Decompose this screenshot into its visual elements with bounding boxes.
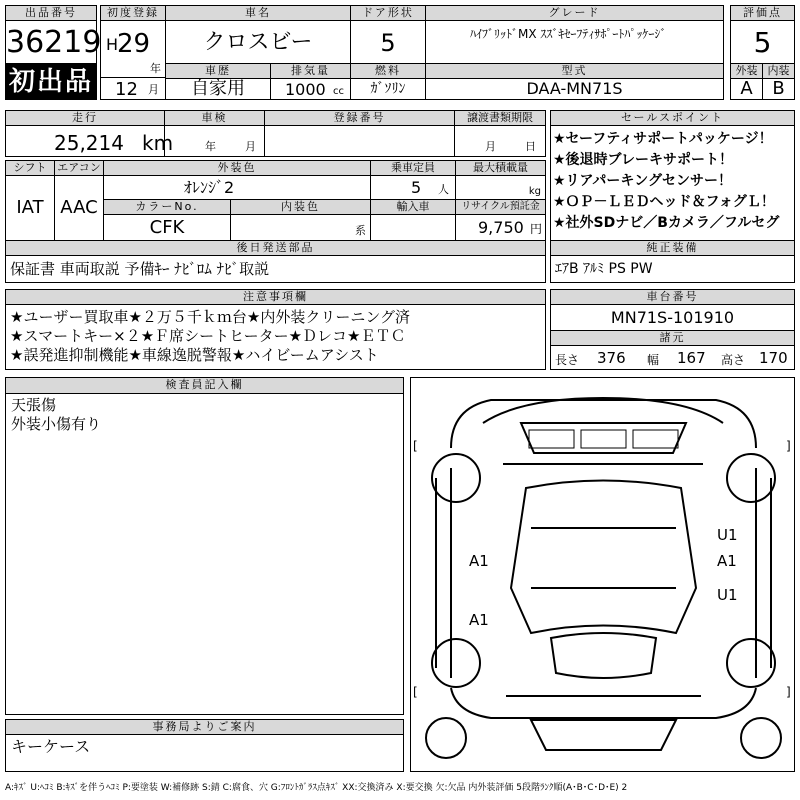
import-label: 輸入車 xyxy=(370,199,456,215)
deadline xyxy=(454,125,546,157)
car-name xyxy=(165,20,351,64)
chassis-number: MN71S-101910 xyxy=(550,304,795,331)
car-outline xyxy=(411,378,796,773)
notes-label: 注意事項欄 xyxy=(5,289,546,305)
color xyxy=(103,175,371,200)
equipment-label: 純正装備 xyxy=(550,240,795,256)
recycle xyxy=(455,214,546,241)
dimensions xyxy=(550,345,795,370)
width-value: 167 xyxy=(677,349,706,367)
ext-label: 外装 xyxy=(730,63,763,79)
sales-point: ★社外SDナビ／Bカメラ／フルセグ xyxy=(553,215,780,231)
month-unit: 月 xyxy=(148,83,159,96)
mileage xyxy=(5,125,174,157)
color-value: ｵﾚﾝｼﾞ2 xyxy=(184,178,235,197)
door xyxy=(350,20,426,64)
history-label: 車歴 xyxy=(165,63,271,79)
lot-no-value: 36219 xyxy=(6,25,102,60)
height-label: 高さ xyxy=(721,353,746,367)
plate xyxy=(264,125,455,157)
inspection xyxy=(164,125,265,157)
year-unit: 年 xyxy=(150,62,161,75)
length-label: 長さ xyxy=(555,353,580,367)
svg-text:]: ] xyxy=(786,439,791,453)
capacity-value: 5 xyxy=(411,178,422,197)
car-name-value: クロスビー xyxy=(203,30,313,55)
capacity-label: 乗車定員 xyxy=(370,160,456,176)
plate-label: 登録番号 xyxy=(264,110,455,126)
era-letter: H xyxy=(106,35,119,54)
sales-point: ★セーフティサポートパッケージ！ xyxy=(553,131,773,147)
color-no: CFK xyxy=(103,214,231,241)
sales-points xyxy=(550,125,795,241)
color-no-label: カラーNo. xyxy=(103,199,231,215)
inspector-label: 検査員記入欄 xyxy=(5,377,404,394)
score xyxy=(730,20,795,64)
damage-mark: A1 xyxy=(469,611,489,629)
reg-year: 29 xyxy=(117,29,151,59)
office-info xyxy=(5,734,404,772)
door-label: ドア形状 xyxy=(350,5,426,21)
inspector-line: 外装小傷有り xyxy=(11,415,102,433)
notes xyxy=(5,304,546,370)
damage-mark: A1 xyxy=(469,552,489,570)
lot-no xyxy=(5,20,102,64)
later-parts-label: 後日発送部品 xyxy=(5,240,546,256)
damage-mark: U1 xyxy=(717,526,738,544)
damage-diagram xyxy=(410,377,795,772)
displacement-value: 1000 xyxy=(285,80,326,99)
recycle-value: 9,750 xyxy=(478,218,524,237)
grade-value: ﾊｲﾌﾞﾘｯﾄﾞMX ｽｽﾞｷｾｰﾌﾃｨｻﾎﾟｰﾄﾊﾟｯｹｰｼﾞ xyxy=(470,27,667,41)
score-label: 評価点 xyxy=(730,5,795,21)
displacement-unit: cc xyxy=(333,86,344,97)
mileage-value: 25,214 xyxy=(54,131,124,155)
office-value: キーケース xyxy=(11,737,91,756)
ac: AAC xyxy=(54,175,104,241)
mileage-unit: km xyxy=(142,131,174,155)
damage-mark: A1 xyxy=(717,552,737,570)
capacity-unit: 人 xyxy=(438,183,449,196)
reg-month: 12 xyxy=(115,79,138,100)
grade-label: グレード xyxy=(425,5,724,21)
grade xyxy=(425,20,724,64)
equipment xyxy=(550,255,795,283)
model-label: 型式 xyxy=(425,63,724,79)
later-parts xyxy=(5,255,546,283)
inspector-line: 天張傷 xyxy=(11,396,57,414)
length-value: 376 xyxy=(597,349,626,367)
shift: IAT xyxy=(5,175,55,241)
capacity xyxy=(370,175,456,200)
car-name-label: 車名 xyxy=(165,5,351,21)
mileage-label: 走行 xyxy=(5,110,165,126)
load-unit: kg xyxy=(528,186,541,197)
displacement-label: 排気量 xyxy=(270,63,351,79)
recycle-unit: 円 xyxy=(529,222,542,236)
damage-mark: U1 xyxy=(717,586,738,604)
color-label: 外装色 xyxy=(103,160,371,176)
sales-point: ★リアパーキングセンサー！ xyxy=(553,173,733,189)
deadline-label: 譲渡書類期限 xyxy=(454,110,546,126)
note-line: ★誤発進抑制機能★車線逸脱警報★ハイビームアシスト xyxy=(10,346,379,364)
load xyxy=(455,175,546,200)
note-line: ★ユーザー買取車★２万５千ｋｍ台★内外装クリーニング済 xyxy=(10,308,411,326)
svg-text:]: ] xyxy=(786,685,791,699)
door-value: 5 xyxy=(380,29,396,57)
load-label: 最大積載量 xyxy=(455,160,546,176)
sales-point: ★後退時ブレーキサポート！ xyxy=(553,152,733,168)
inspection-month-unit: 月 xyxy=(245,140,256,153)
first-listing-badge xyxy=(5,63,97,100)
sales-point: ★ＯＰ－ＬＥＤヘッド＆フォグＬ！ xyxy=(553,194,775,210)
inspection-year-unit: 年 xyxy=(205,140,216,153)
first-listing-text: 初出品 xyxy=(8,67,93,97)
inspector-notes xyxy=(5,393,404,715)
office-label: 事務局よりご案内 xyxy=(5,719,404,735)
deadline-day-unit: 日 xyxy=(525,140,536,153)
int-color-label: 内装色 xyxy=(230,199,371,215)
int-color-unit: 系 xyxy=(355,224,366,237)
svg-text:[: [ xyxy=(413,439,418,453)
int-color xyxy=(230,214,371,241)
model: DAA-MN71S xyxy=(425,78,724,100)
equipment-value: ｴｱB ｱﾙﾐ PS PW xyxy=(555,261,653,277)
int-grade: B xyxy=(762,78,795,100)
recycle-label: リサイクル預託金 xyxy=(455,199,546,215)
history: 自家用 xyxy=(165,78,271,100)
first-reg-month xyxy=(100,77,166,100)
svg-text:[: [ xyxy=(413,685,418,699)
fuel: ｶﾞｿﾘﾝ xyxy=(350,78,426,100)
deadline-month-unit: 月 xyxy=(485,140,496,153)
displacement xyxy=(270,78,351,100)
int-label: 内装 xyxy=(762,63,795,79)
first-reg-label: 初度登録 xyxy=(100,5,166,21)
note-line: ★スマートキー×２★Ｆ席シートヒーター★Ｄレコ★ＥＴＣ xyxy=(10,327,406,345)
lot-no-label: 出品番号 xyxy=(5,5,97,21)
shift-label: シフト xyxy=(5,160,55,176)
legend: A:ｷｽﾞ U:ﾍｺﾐ B:ｷｽﾞを伴うﾍｺﾐ P:要塗装 W:補修跡 S:錆 C:腐食、穴 G:ﾌﾛﾝﾄｶﾞﾗｽ点ｷｽﾞ XX:交換済み X:要交換 欠:欠品 内外装評価 5段階ﾗﾝｸ順(A･B･C･D･E) 2 xyxy=(5,783,628,793)
score-value: 5 xyxy=(753,26,772,59)
sales-points-label: セールスポイント xyxy=(550,110,795,126)
spec-label: 諸元 xyxy=(550,330,795,346)
inspection-label: 車検 xyxy=(164,110,265,126)
height-value: 170 xyxy=(759,349,788,367)
ac-label: エアコン xyxy=(54,160,104,176)
fuel-label: 燃料 xyxy=(350,63,426,79)
first-reg-year xyxy=(100,20,166,78)
later-parts-value: 保証書 車両取説 予備ｷｰ ﾅﾋﾞﾛﾑ ﾅﾋﾞ取説 xyxy=(10,260,270,278)
ext-grade: A xyxy=(730,78,763,100)
chassis-label: 車台番号 xyxy=(550,289,795,305)
import xyxy=(370,214,456,241)
width-label: 幅 xyxy=(647,353,660,367)
